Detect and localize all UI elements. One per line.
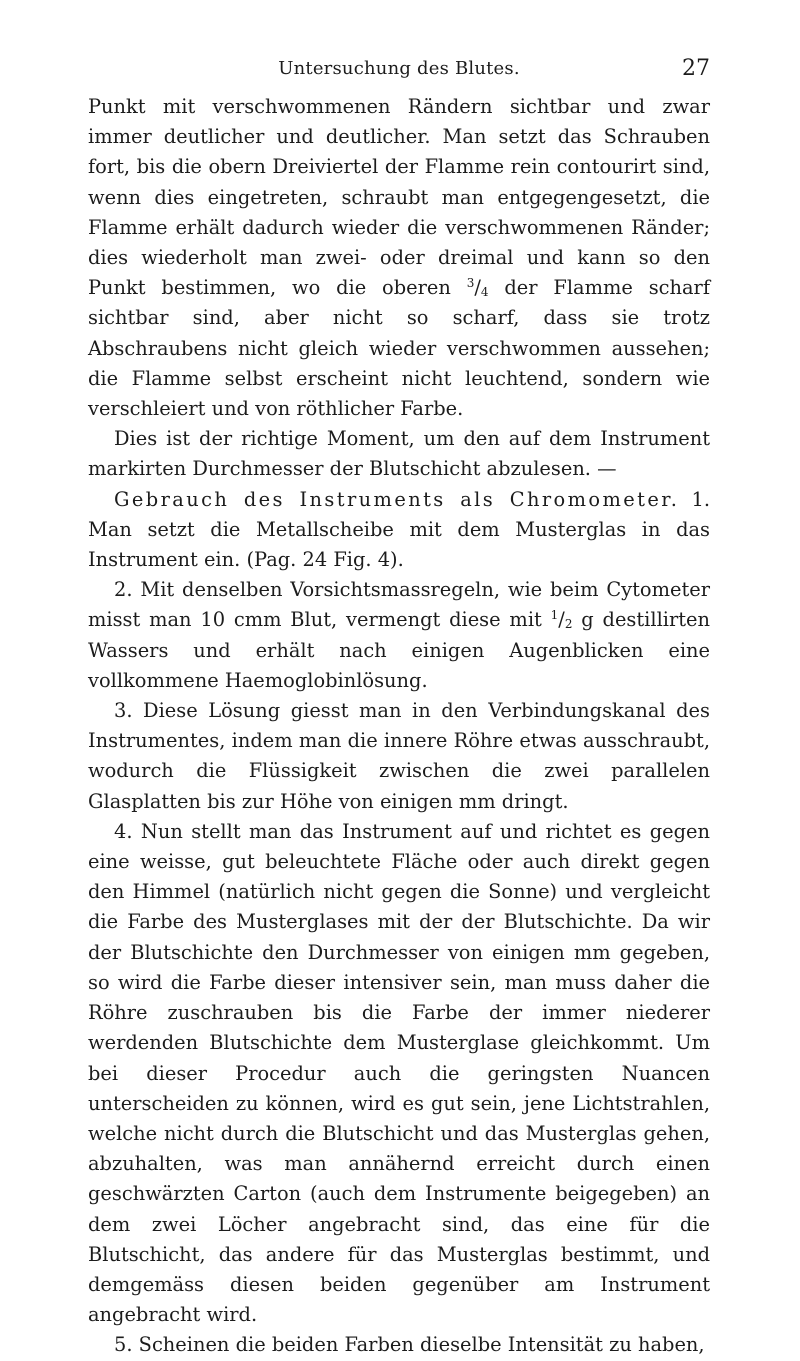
- fraction-numerator: 3: [466, 276, 475, 291]
- paragraph: [88, 424, 710, 484]
- paragraph-step-3: [88, 696, 710, 817]
- paragraph-text: 2. Mit denselben Vorsichtsmassregeln, wie beim Cytometer misst man 10 cmm Blut, vermengt diese mit: [88, 578, 710, 632]
- paragraph-text: 3. Diese Lösung giesst man in den Verbindungskanal des Instrumentes, indem man die innere Röhre etwas ausschraubt, wodurch die Flüssigkeit zwischen die zwei parallelen Glasplatten bis zur Höhe von einigen mm dringt.: [88, 699, 710, 813]
- paragraph-text: Dies ist der richtige Moment, um den auf dem Instrument markirten Durchmesser der Blutschicht abzulesen. —: [88, 427, 710, 481]
- section-lead-spaced: Gebrauch des Instruments als Chromometer.: [114, 487, 680, 511]
- paragraph-continuation: [88, 92, 710, 424]
- fraction-denominator: 4: [480, 285, 489, 300]
- fraction-denominator: 2: [564, 617, 573, 632]
- paragraph-step-2: [88, 575, 710, 696]
- paragraph-step-5: [88, 1330, 710, 1360]
- fraction: $^1/_2$: [550, 608, 573, 632]
- paragraph-text: 4. Nun stellt man das Instrument auf und richtet es gegen eine weisse, gut beleuchtete Fläche oder auch direkt gegen den Himmel (natürlich nicht gegen die Sonne) und vergleicht die Farbe des Musterglases mit der der Blutschichte. Da wir der Blutschichte den Durchmesser von einigen mm gegeben, so wird die Farbe dieser intensiver sein, man muss daher die Röhre zuschrauben bis die Farbe der immer niederer werdenden Blutschichte dem Musterglase gleichkommt. Um bei dieser Procedur auch die geringsten Nuancen unterscheiden zu können, wird es gut sein, jene Lichtstrahlen, welche nicht durch die Blutschicht und das Musterglas gehen, abzuhalten, was man annähernd erreicht durch einen geschwärzten Carton (auch dem Instrumente beigegeben) an dem zwei Löcher angebracht sind, das eine für die Blutschicht, das andere für das Musterglas bestimmt, und demgemäss diesen beiden gegenüber am Instrument angebracht wird.: [88, 819, 710, 1327]
- fraction-numerator: 1: [550, 608, 559, 623]
- paragraph-text-after: der Flamme scharf sichtbar sind, aber nicht so scharf, dass sie trotz Abschraubens nicht gleich wieder verschwommen aussehen; die Flamme selbst erscheint nicht leuchtend, sondern wie verschleiert und von röthlicher Farbe.: [88, 276, 710, 421]
- running-header: [88, 58, 710, 88]
- body-text: [88, 92, 710, 1361]
- paragraph-text: Punkt mit verschwommenen Rändern sichtbar und zwar immer deutlicher und deutlicher. Man setzt das Schrauben fort, bis die obern Dreiviertel der Flamme rein contourirt sind, wenn dies eingetreten, schraubt man entgegengesetzt, die Flamme erhält dadurch wieder die verschwommenen Ränder; dies wiederholt man zwei- oder dreimal und kann so den Punkt bestimmen, wo die oberen: [88, 95, 710, 300]
- paragraph-text-after: g destillirten Wassers und erhält nach einigen Augenblicken eine vollkommene Haemoglobinlösung.: [88, 608, 710, 692]
- paragraph-text: 5. Scheinen die beiden Farben dieselbe Intensität zu haben,: [114, 1333, 705, 1357]
- fraction: $^3/_4$: [466, 276, 489, 300]
- page-number: 27: [682, 56, 710, 81]
- paragraph-step-4: [88, 817, 710, 1330]
- paragraph-text: 1. Man setzt die Metallscheibe mit dem Musterglas in das Instrument ein. (Pag. 24 Fig. 4).: [88, 487, 710, 572]
- running-title: Untersuchung des Blutes.: [278, 58, 520, 79]
- paragraph-chromometer-usage: [88, 485, 710, 576]
